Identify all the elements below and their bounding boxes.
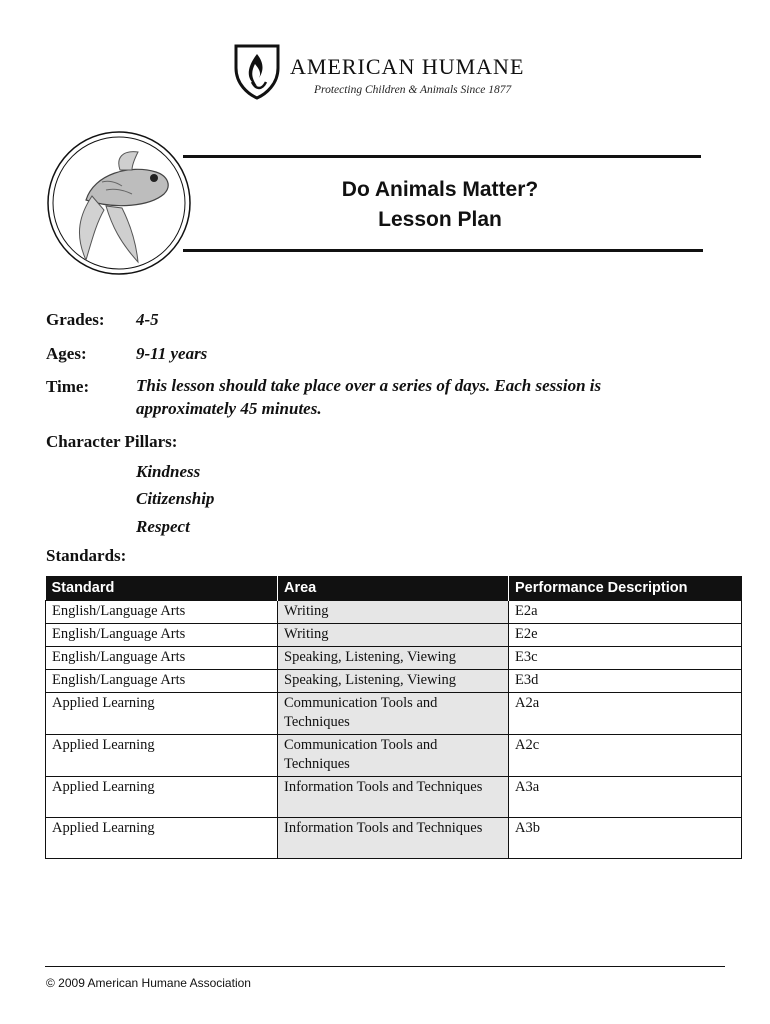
pillar-respect: Respect: [136, 517, 190, 536]
area-cell: Information Tools and Techniques: [278, 818, 509, 859]
grades-label: Grades:: [46, 310, 105, 329]
title-line-1: Do Animals Matter?: [341, 178, 539, 201]
performance-cell: A2a: [509, 693, 742, 735]
table-row: [46, 693, 742, 735]
performance-cell: E2a: [509, 601, 742, 624]
grades-value: 4-5: [136, 310, 159, 329]
standard-cell: English/Language Arts: [46, 670, 278, 693]
org-tagline: Protecting Children & Animals Since 1877: [314, 84, 512, 96]
shield-flame-icon: [232, 42, 282, 100]
performance-cell: A3b: [509, 818, 742, 859]
area-cell: Speaking, Listening, Viewing: [278, 647, 509, 670]
page-title: [290, 175, 590, 235]
performance-cell: E2e: [509, 624, 742, 647]
header-standard: Standard: [46, 576, 278, 601]
table-row: [46, 735, 742, 777]
header-area: Area: [278, 576, 509, 601]
title-line-2: Lesson Plan: [378, 208, 502, 231]
standards-table: [45, 576, 742, 859]
area-cell: Speaking, Listening, Viewing: [278, 670, 509, 693]
table-row: [46, 601, 742, 624]
pillar-citizenship: Citizenship: [136, 489, 215, 508]
area-cell: Communication Tools and Techniques: [278, 735, 509, 777]
performance-cell: A2c: [509, 735, 742, 777]
title-rule-top: [183, 155, 701, 158]
performance-cell: E3c: [509, 647, 742, 670]
org-name: AMERICAN HUMANE: [290, 54, 525, 79]
standard-cell: English/Language Arts: [46, 601, 278, 624]
table-row: [46, 647, 742, 670]
standard-cell: English/Language Arts: [46, 624, 278, 647]
area-cell: Communication Tools and Techniques: [278, 693, 509, 735]
standard-cell: Applied Learning: [46, 693, 278, 735]
footer-rule: [45, 966, 725, 967]
table-row: [46, 818, 742, 859]
table-row: [46, 624, 742, 647]
performance-cell: E3d: [509, 670, 742, 693]
org-logo: [232, 42, 562, 102]
standards-label: Standards:: [46, 546, 127, 565]
performance-cell: A3a: [509, 777, 742, 818]
standard-cell: English/Language Arts: [46, 647, 278, 670]
standard-cell: Applied Learning: [46, 777, 278, 818]
ages-value: 9-11 years: [136, 344, 208, 363]
time-label: Time:: [46, 377, 90, 396]
area-cell: Writing: [278, 624, 509, 647]
pillar-kindness: Kindness: [136, 462, 201, 481]
ages-label: Ages:: [46, 344, 87, 363]
table-header-row: [46, 576, 742, 601]
copyright-text: © 2009 American Humane Association: [46, 976, 251, 990]
standard-cell: Applied Learning: [46, 818, 278, 859]
header-performance-description: Performance Description: [509, 576, 742, 601]
character-pillars-label: Character Pillars:: [46, 432, 178, 451]
time-value: This lesson should take place over a series of days. Each session is approximately 45 minutes.: [136, 376, 602, 418]
standard-cell: Applied Learning: [46, 735, 278, 777]
goldfish-illustration: [46, 130, 192, 276]
area-cell: Writing: [278, 601, 509, 624]
area-cell: Information Tools and Techniques: [278, 777, 509, 818]
table-row: [46, 777, 742, 818]
title-rule-bottom: [183, 249, 703, 252]
table-row: [46, 670, 742, 693]
